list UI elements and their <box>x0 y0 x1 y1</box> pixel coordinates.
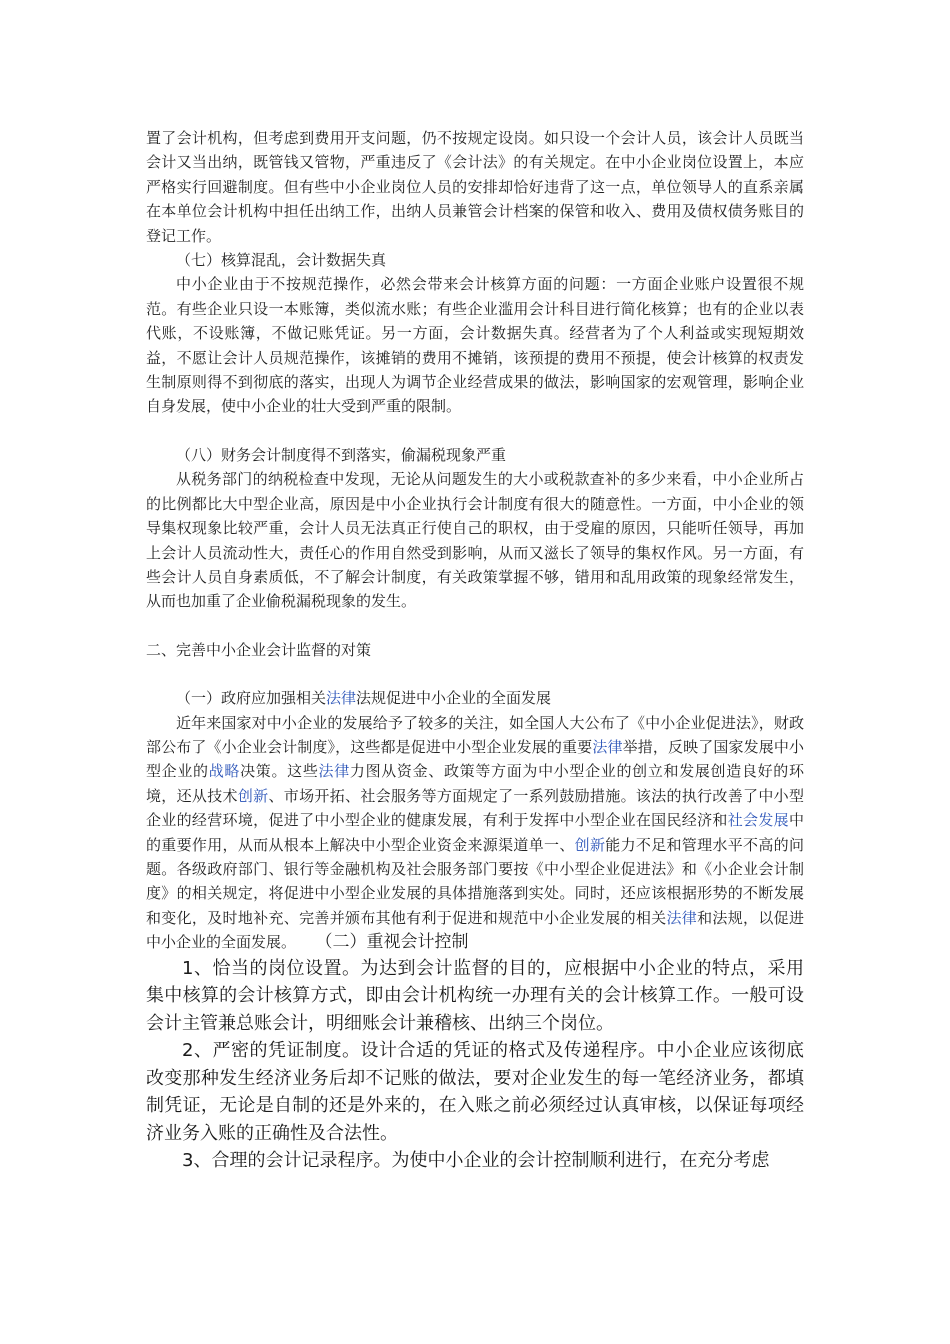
list-item-3: 3、合理的会计记录程序。为使中小企业的会计控制顺利进行，在充分考虑 <box>182 1150 770 1172</box>
heading-8: （八）财务会计制度得不到落实，偷漏税现象严重 <box>176 445 507 464</box>
list-item-1: 1、恰当的岗位设置。为达到会计监督的目的，应根据中小企业的特点，采用集中核算的会计核算方式，即由会计机构统一办理有关的会计核算工作。一般可设会计主管兼总账会计，明细账会计兼稽核、出纳三个岗位。 <box>146 957 804 1034</box>
heading-2-inline: （二）重视会计控制 <box>324 932 469 953</box>
document-body <box>146 126 804 1175</box>
paragraph-7: 中小企业由于不按规范操作，必然会带来会计核算方面的问题：一方面企业账户设置很不规范。有些企业只设一本账簿，类似流水账；有些企业滥用会计科目进行简化核算；也有的企业以表代账，不设账簿，不做记账凭证。另一方面，会计数据失真。经营者为了个人利益或实现短期效益，不愿让会计人员规范操作，该摊销的费用不摊销，该预提的费用不预提，使会计核算的权责发生制原则得不到彻底的落实，出现人为调节企业经营成果的做法，影响国家的宏观管理，影响企业自身发展，使中小企业的壮大受到严重的限制。 <box>146 275 804 416</box>
heading-7: （七）核算混乱，会计数据失真 <box>176 251 387 270</box>
paragraph-1-text: 力图从资金、政策等方面为中小型企业的创立和发展创造良好的环境，还从技术 <box>146 762 804 805</box>
paragraph-top: 置了会计机构，但考虑到费用开支问题，仍不按规定设岗。如只设一个会计人员，该会计人员既当会计又当出纳，既管钱又管物，严重违反了《会计法》的有关规定。在中小企业岗位设置上，本应严格实行回避制度。但有些中小企业岗位人员的安排却恰好违背了这一点，单位领导人的直系亲属在本单位会计机构中担任出纳工作，出纳人员兼管会计档案的保管和收入、费用及债权债务账目的登记工作。 <box>146 129 804 245</box>
paragraph-1-text: 和法规，以促进中小企业的全面发展。 <box>146 908 804 952</box>
spacer <box>146 614 804 638</box>
law-link[interactable]: 法律 <box>318 762 350 781</box>
spacer <box>146 419 804 443</box>
paragraph-1-text: 近年来国家对中小企业的发展给予了较多的关注，如全国人大公布了《中小企业促进法》，财政部公布了《小企业会计制度》，这些都是促进中小型企业发展的重要 <box>146 713 804 756</box>
paragraph-1-text: 能力不足和管理水平不高的问题。各级政府部门、银行等金融机构及社会服务部门要按《中小型企业促进法》和《小企业会计制度》的相关规定，将促进中小型企业发展的具体措施落到实处。同时，还应该根据形势的不断发展和变化，及时地补充、完善并颁布其他有利于促进和规范中小企业发展的相关 <box>146 835 804 927</box>
heading-1-text-b: 法规促进中小企业的全面发展 <box>356 689 552 708</box>
paragraph-1 <box>146 711 804 955</box>
paragraph-8: 从税务部门的纳税检查中发现，无论从问题发生的大小或税款查补的多少来看，中小企业所占的比例都比大中型企业高，原因是中小企业执行会计制度有很大的随意性。一方面，中小企业的领导集权现象比较严重，会计人员无法真正行使自己的职权，由于受雇的原因，只能听任领导，再加上会计人员流动性大，责任心的作用自然受到影响，从而又滋长了领导的集权作风。另一方面，有些会计人员自身素质低，不了解会计制度，有关政策掌握不够，错用和乱用政策的现象经常发生，从而也加重了企业偷税漏税现象的发生。 <box>146 470 804 611</box>
law-link[interactable]: 法律 <box>592 737 623 756</box>
paragraph-1-text: 中的重要作用，从而从根本上解决中小型企业资金来源渠道单一、 <box>146 811 804 854</box>
paragraph-1-text: 举措，反映了国家发展中小型企业的 <box>146 737 804 781</box>
strategy-link[interactable]: 战略 <box>208 762 241 781</box>
heading-1-text-a: （一）政府应加强相关 <box>176 689 327 708</box>
heading-1 <box>146 686 804 710</box>
social-development-link[interactable]: 社会发展 <box>727 811 789 830</box>
law-link[interactable]: 法律 <box>666 908 698 927</box>
paragraph-1-text: 、市场开拓、社会服务等方面规定了一系列鼓励措施。该法的执行改善了中小型企业的经营环境，促进了中小型企业的健康发展，有利于发挥中小型企业在国民经济和 <box>146 786 804 830</box>
section-heading-2: 二、完善中小企业会计监督的对策 <box>146 640 372 659</box>
innovation-link[interactable]: 创新 <box>574 835 606 854</box>
spacer <box>146 662 804 686</box>
list-item-2: 2、严密的凭证制度。设计合适的凭证的格式及传递程序。中小企业应该彻底改变那种发生经济业务后却不记账的做法，要对企业发生的每一笔经济业务，都填制凭证，无论是自制的还是外来的，在入账之前必须经过认真审核，以保证每项经济业务入账的正确性及合法性。 <box>146 1040 804 1144</box>
law-link[interactable]: 法律 <box>326 689 357 708</box>
innovation-link[interactable]: 创新 <box>237 786 269 805</box>
paragraph-1-text: 决策。这些 <box>240 762 319 781</box>
